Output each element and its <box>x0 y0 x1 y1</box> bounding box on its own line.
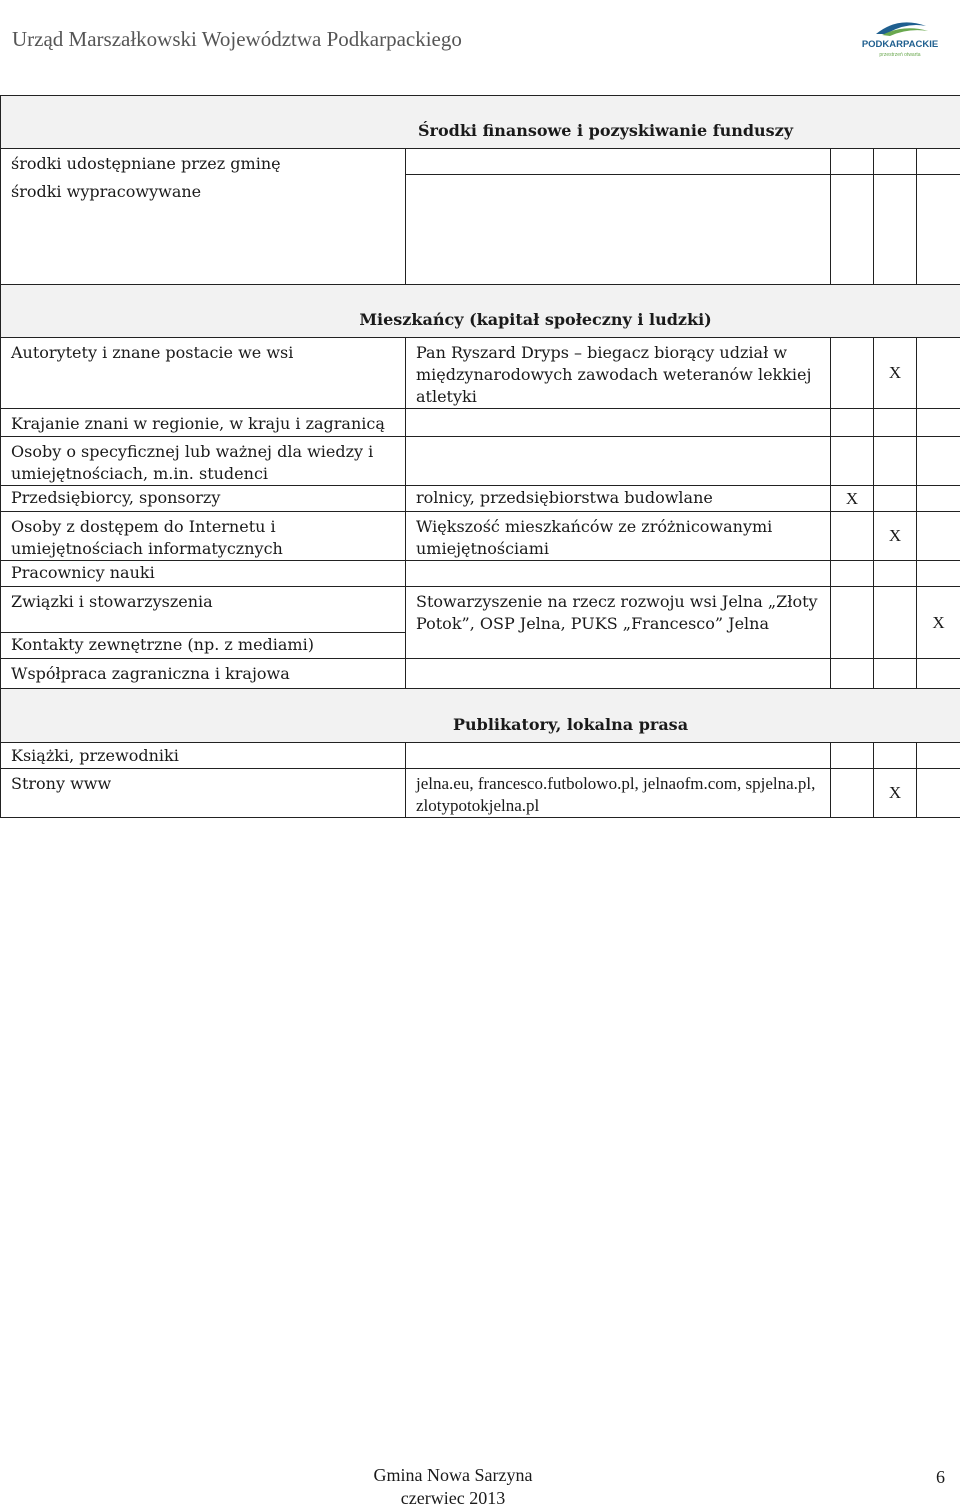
row-label: Przedsiębiorcy, sponsorzy <box>1 486 406 512</box>
row-label: Krajanie znani w regionie, w kraju i zagranicą <box>1 409 406 437</box>
row-label: Związki i stowarzyszenia <box>1 587 406 633</box>
document-header-title: Urząd Marszałkowski Województwa Podkarpackiego <box>12 27 462 52</box>
row-label: Osoby z dostępem do Internetu i umiejętnościach informatycznych <box>1 512 406 561</box>
row-description: jelna.eu, francesco.futbolowo.pl, jelnaofm.com, spjelna.pl, zlotypotokjelna.pl <box>406 769 831 818</box>
check-mark: X <box>874 338 917 409</box>
table-row <box>1 769 960 818</box>
row-label: Kontakty zewnętrzne (np. z mediami) <box>1 633 406 659</box>
footer-date: czerwiec 2013 <box>0 1488 906 1509</box>
row-label: środki wypracowywane <box>11 181 395 203</box>
page-number: 6 <box>936 1467 945 1488</box>
table-row <box>1 743 960 769</box>
check-mark: X <box>831 486 874 512</box>
podkarpackie-logo-icon <box>846 12 954 60</box>
table-row <box>1 659 960 689</box>
section-title-publications: Publikatory, lokalna prasa <box>1 689 960 743</box>
row-label-group <box>1 149 406 285</box>
check-mark: X <box>874 769 917 818</box>
svg-text:przestrzeń otwarta: przestrzeń otwarta <box>879 52 920 58</box>
table-row <box>1 512 960 561</box>
resources-table <box>0 95 960 818</box>
check-mark: X <box>874 512 917 561</box>
row-label: Strony www <box>1 769 406 818</box>
table-row <box>1 338 960 409</box>
row-label: środki udostępniane przez gminę <box>11 153 395 175</box>
table-row <box>1 486 960 512</box>
row-description: Stowarzyszenie na rzecz rozwoju wsi Jelna „Złoty Potok”, OSP Jelna, PUKS „Francesco” Jelna <box>406 587 831 659</box>
row-description: Większość mieszkańców ze zróżnicowanymi umiejętnościami <box>406 512 831 561</box>
table-row <box>1 437 960 486</box>
section-header-row <box>1 96 960 149</box>
podkarpackie-logo <box>846 12 954 60</box>
table-row <box>1 409 960 437</box>
section-title-residents: Mieszkańcy (kapitał społeczny i ludzki) <box>1 285 960 338</box>
table-row <box>1 149 960 175</box>
footer-municipality: Gmina Nowa Sarzyna <box>0 1465 906 1486</box>
row-label: Książki, przewodniki <box>1 743 406 769</box>
table-row <box>1 561 960 587</box>
section-title-finances: Środki finansowe i pozyskiwanie funduszy <box>1 96 960 149</box>
check-mark: X <box>917 587 960 659</box>
row-description: Pan Ryszard Dryps – biegacz biorący udział w międzynarodowych zawodach weteranów lekkiej atletyki <box>406 338 831 409</box>
section-header-row <box>1 689 960 743</box>
row-label: Autorytety i znane postacie we wsi <box>1 338 406 409</box>
row-label: Pracownicy nauki <box>1 561 406 587</box>
section-header-row <box>1 285 960 338</box>
svg-text:PODKARPACKIE: PODKARPACKIE <box>862 39 938 50</box>
row-label: Współpraca zagraniczna i krajowa <box>1 659 406 689</box>
row-description: rolnicy, przedsiębiorstwa budowlane <box>406 486 831 512</box>
table-row <box>1 587 960 633</box>
row-label: Osoby o specyficznej lub ważnej dla wiedzy i umiejętnościach, m.in. studenci <box>1 437 406 486</box>
